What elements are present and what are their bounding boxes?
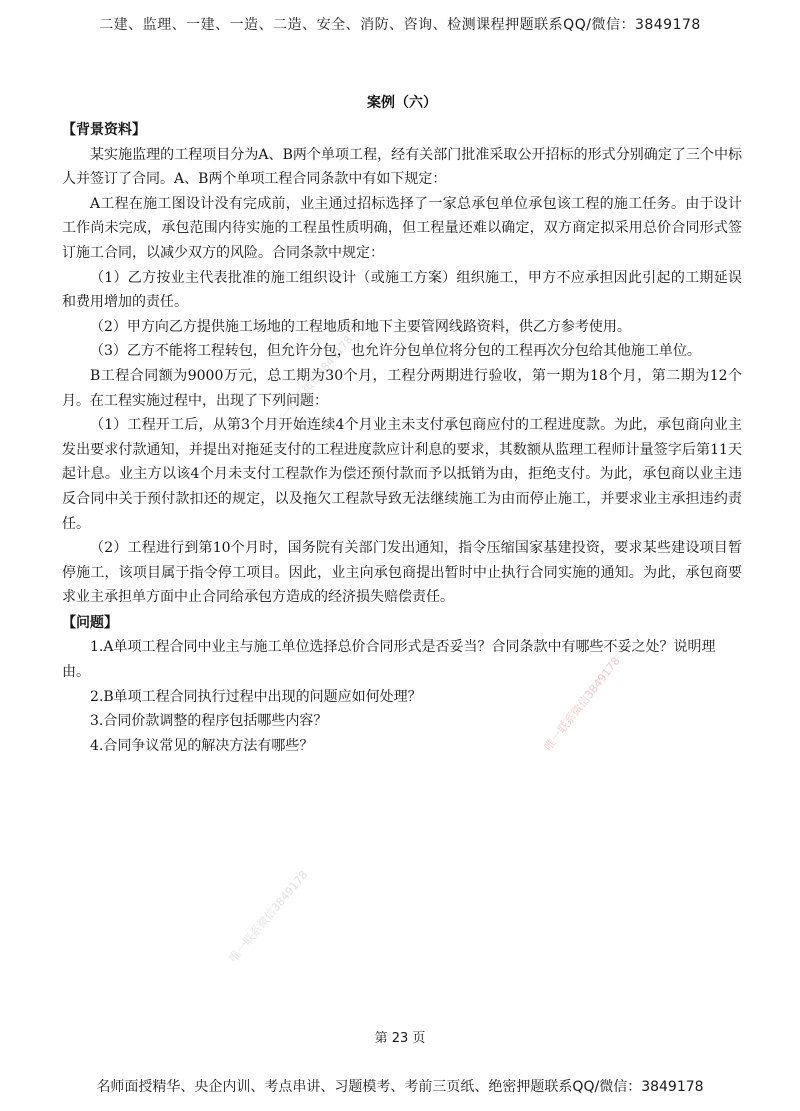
question-item-3: 3.合同价款调整的程序包括哪些内容？ bbox=[90, 713, 328, 730]
questions-heading: 【问题】 bbox=[62, 614, 118, 631]
watermark-stamp-faint: 唯一联系微信3849178 bbox=[271, 333, 356, 430]
background-paragraph-4: （2）甲方向乙方提供施工场地的工程地质和地下主要管网线路资料，供乙方参考使用。 bbox=[90, 318, 631, 335]
page-number: 第 23 页 bbox=[374, 1031, 426, 1046]
background-paragraph-8: （2）工程进行到第10个月时，国务院有关部门发出通知，指令压缩国家基建投资，要求某些建设项目暂停施工，该项目属于指令停工项目。因此，业主向承包商提出暂时中止执行合同实施的通知。为此，承包商要求业主承担单方面中止合同给承包方造成的经济损失赔偿责任。 bbox=[62, 540, 742, 606]
question-item-4: 4.合同争议常见的解决方法有哪些？ bbox=[90, 737, 314, 754]
question-item-1: 1.A单项工程合同中业主与施工单位选择总价合同形式是否妥当？合同条款中有哪些不妥之处？说明理由。 bbox=[62, 639, 716, 681]
background-paragraph-1: 某实施监理的工程项目分为A、B两个单项工程，经有关部门批准采取公开招标的形式分别确定了三个中标人并签订了合同。A、B两个单项工程合同条款中有如下规定： bbox=[62, 146, 742, 188]
bottom-banner: 名师面授精华、央企内训、考点串讲、习题模考、考前三页纸、绝密押题联系QQ/微信：3849178 bbox=[96, 1079, 704, 1095]
background-paragraph-7: （1）工程开工后，从第3个月开始连续4个月业主未支付承包商应付的工程进度款。为此，承包商向业主发出要求付款通知，并提出对拖延支付的工程进度款应计利息的要求，其数额从监理工程师计量签字后第11天起计息。业主方以该4个月未支付工程款作为偿还预付款而予以抵销为由，拒绝支付。为此，承包商以业主违反合同中关于预付款扣还的规定，以及拖欠工程款导致无法继续施工为由而停止施工，并要求业主承担违约责任。 bbox=[62, 417, 742, 532]
document-body bbox=[62, 118, 742, 758]
watermark-stamp-faint-lower: 唯一联系微信3849178 bbox=[226, 868, 311, 965]
top-banner: 二建、监理、一建、一造、二造、安全、消防、咨询、检测课程押题联系QQ/微信：3849178 bbox=[99, 17, 701, 33]
questions-section bbox=[62, 611, 742, 759]
background-paragraph-3: （1）乙方按业主代表批准的施工组织设计（或施工方案）组织施工，甲方不应承担因此引起的工期延误和费用增加的责任。 bbox=[62, 269, 742, 311]
background-paragraph-5: （3）乙方不能将工程转包，但允许分包，也允许分包单位将分包的工程再次分包给其他施工单位。 bbox=[90, 343, 701, 360]
watermark-stamp: 唯一联系微信3849178 bbox=[541, 654, 623, 754]
background-heading: 【背景资料】 bbox=[62, 122, 146, 138]
case-title: 案例（六） bbox=[367, 95, 437, 111]
background-paragraph-6: B工程合同额为9000万元，总工期为30个月，工程分两期进行验收，第一期为18个月，第二期为12个月。在工程实施过程中，出现了下列问题： bbox=[62, 367, 742, 409]
question-item-2: 2.B单项工程合同执行过程中出现的问题应如何处理？ bbox=[90, 688, 422, 705]
background-paragraph-2: A工程在施工图设计没有完成前，业主通过招标选择了一家总承包单位承包该工程的施工任务。由于设计工作尚未完成，承包范围内待实施的工程虽性质明确，但工程量还难以确定，双方商定拟采用总价合同形式签订施工合同，以减少双方的风险。合同条款中规定： bbox=[62, 195, 742, 261]
